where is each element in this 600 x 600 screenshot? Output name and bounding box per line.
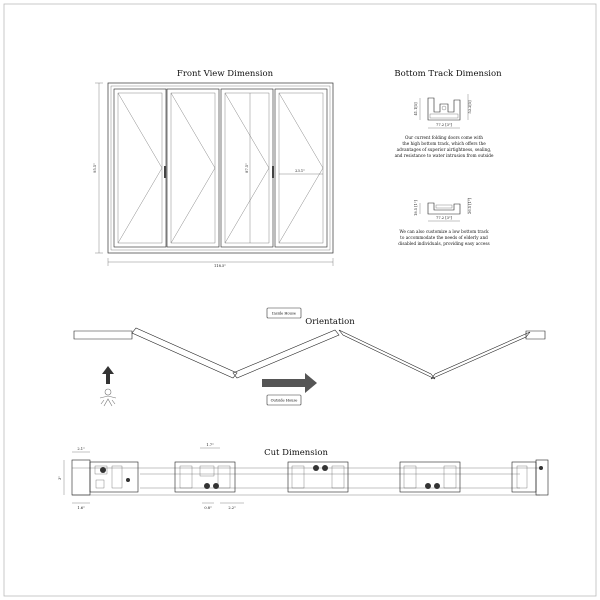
door-outer-frame [108, 83, 333, 253]
fold-chevron-4 [279, 93, 323, 243]
cut-left-side-label: 3" [58, 476, 62, 480]
high-track-height: 41.1[5] [414, 102, 418, 116]
fold-panel-left-fixed [74, 331, 132, 339]
fold-chevron-2 [171, 93, 215, 243]
orientation-title: Orientation [305, 317, 355, 327]
cut-mid-top-label: 1.7" [206, 443, 214, 447]
front-view-section [93, 69, 333, 268]
high-track-width: 77.2 [3"] [436, 123, 452, 127]
high-track-desc-2: the high bottom track, which offers the [402, 141, 486, 146]
low-track-height: 18.5 [1"] [414, 200, 418, 216]
front-height-label: 95.5" [93, 163, 97, 173]
door-inner-frame [111, 86, 330, 250]
high-track-desc-1: Our current folding doors come with [405, 135, 483, 140]
outside-house-label: Outside House [270, 398, 298, 403]
low-track-desc-2: to accommodate the needs of elderly and [400, 235, 488, 240]
inner-height-label: 87.5" [245, 163, 249, 173]
folded-panels [74, 328, 545, 379]
high-track-desc-4: and resistance to water intrusion from outside [394, 153, 494, 158]
orientation-section [74, 308, 545, 406]
cut-dimension-section [58, 443, 548, 510]
high-track-desc-3: advantages of superior airtightness, sealing, [396, 147, 492, 152]
door-panel-1 [114, 89, 166, 247]
panel-width-label: 23.1" [295, 169, 305, 173]
right-arrow-icon [262, 373, 317, 393]
low-track-profile [414, 197, 472, 221]
fold-panel-a [132, 328, 237, 378]
inside-house-label: Inside House [272, 311, 296, 316]
door-handle-left [164, 166, 166, 178]
low-track-width: 77.2 [3"] [436, 216, 452, 220]
low-track-right-height: 26.5 [1"] [468, 198, 472, 214]
sheet-border [4, 4, 596, 596]
cut-left-bottom-label: 1.6" [77, 506, 85, 510]
door-panels [114, 89, 327, 247]
door-panel-2 [167, 89, 219, 247]
profile-hinge-1 [175, 462, 235, 492]
front-width-label: 118.5" [214, 264, 226, 268]
fold-panel-c [339, 330, 435, 379]
up-arrow-icon [102, 366, 114, 384]
low-track-desc-3: disabled individuals, providing easy access [398, 241, 490, 246]
cut-mid-bottom-a-label: 0.8" [204, 506, 212, 510]
high-track-right-height: 53.2[5] [468, 100, 472, 114]
cut-dimension-title: Cut Dimension [264, 448, 328, 458]
profile-left-frame [72, 460, 138, 495]
profile-hinge-3 [400, 462, 460, 492]
cut-left-top-label: 2.1" [77, 447, 85, 451]
cut-mid-bottom-b-label: 2.2" [228, 506, 236, 510]
fold-panel-d [431, 332, 530, 379]
fold-chevron-1 [118, 93, 162, 243]
door-handle-right [272, 166, 274, 178]
profile-hinge-2 [288, 462, 348, 492]
bottom-track-section [394, 69, 502, 246]
person-icon [100, 389, 116, 406]
profile-right-frame [512, 460, 548, 495]
front-view-title: Front View Dimension [176, 69, 274, 79]
door-panel-4 [275, 89, 327, 247]
low-track-desc-1: We can also customize a low bottom track [399, 229, 489, 234]
bottom-track-title: Bottom Track Dimension [394, 69, 502, 79]
high-track-profile [414, 94, 472, 128]
fold-panel-b [233, 330, 339, 378]
cut-profiles [72, 460, 548, 495]
